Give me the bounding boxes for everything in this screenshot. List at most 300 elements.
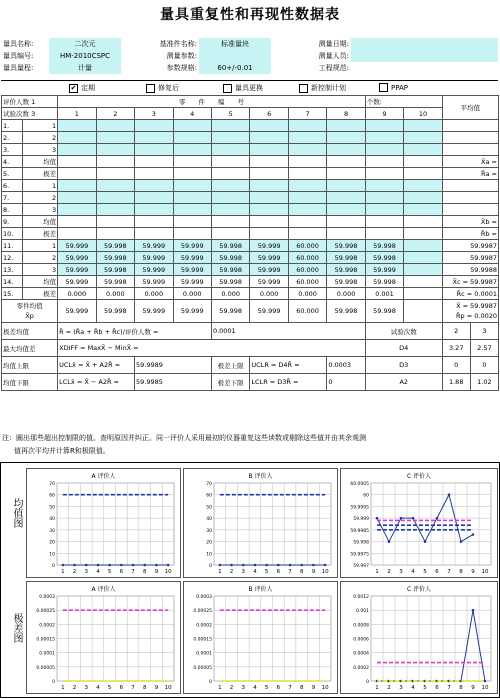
checkbox-box[interactable] [299,84,308,93]
row-label: 均值 [22,156,57,168]
data-point [219,564,222,567]
cell[interactable]: 59.998 [327,240,365,252]
cell[interactable] [288,144,326,156]
y-tick-label: 20 [49,540,55,546]
y-tick-label: 0 [209,680,212,685]
cell [135,168,173,180]
chart-panel-3 [340,468,498,578]
ucl-r-value: 0.0003 [327,357,365,374]
checkbox-1[interactable] [69,83,95,93]
y-tick-label: 20 [206,540,212,546]
cell[interactable]: 59.999 [135,240,173,252]
row-label: 2 [22,132,57,144]
cell[interactable] [250,144,288,156]
cell[interactable] [211,204,249,216]
y-tick-label: 59.998 [353,540,369,546]
ucl-x-value: 59.9989 [135,357,212,374]
cell: 0.001 [365,288,403,300]
checkbox-label: PPAP [391,83,409,92]
cell[interactable]: 59.998 [365,252,403,264]
chart-panel-5 [183,581,338,694]
row-average: R̄a = [442,168,498,180]
cell[interactable] [135,132,173,144]
cell[interactable] [250,204,288,216]
date-label: 测量日期: [318,40,349,48]
ucl-x-label: 均值上限 [2,357,58,374]
row-number: 10. [2,228,23,240]
cell[interactable]: 59.999 [58,252,96,264]
chart-title: C 评价人 [406,586,432,593]
cell[interactable]: 59.999 [250,240,288,252]
data-point [289,564,292,567]
y-tick-label: 60 [363,493,369,499]
row-number: 15. [2,288,23,300]
x-tick-label: 10 [481,569,489,575]
x-tick-label: 8 [143,569,147,575]
checkbox-2[interactable] [146,83,179,93]
cell [327,168,365,180]
cell[interactable] [58,180,96,192]
operator-label: 测量人员: [318,52,349,60]
chart-panel-2 [183,468,338,578]
table-row [2,264,499,276]
cell[interactable] [327,192,365,204]
cell[interactable] [211,132,249,144]
y-tick-label: 0.00015 [36,637,55,643]
data-point [412,517,415,520]
cell[interactable] [365,204,403,216]
x-tick-label: 6 [119,569,124,575]
cell[interactable]: 59.998 [211,264,249,276]
table-row [2,228,499,240]
x-tick-label: 2 [229,569,234,575]
cell[interactable]: 59.998 [365,240,403,252]
x-tick-label: 2 [229,685,234,691]
checkbox-box[interactable] [223,84,232,93]
cell[interactable] [173,180,211,192]
cell[interactable] [211,192,249,204]
operator-field[interactable] [351,50,498,62]
cell[interactable]: 60.000 [288,240,326,252]
cell[interactable] [250,120,288,132]
data-point [155,564,158,567]
lcl-x-label: 均值下限 [2,374,58,391]
table-row [2,144,499,156]
coef-2: 2 [442,323,470,340]
a2-2: 1.88 [442,374,470,391]
cell: 59.998 [96,276,134,288]
y-tick-label: 0.001 [356,609,369,615]
cell[interactable] [327,204,365,216]
cell[interactable] [173,120,211,132]
d4-3: 2.57 [470,340,498,357]
x-tick-label: 5 [423,685,427,691]
cell[interactable] [327,120,365,132]
data-point [108,564,111,567]
cell: 0.000 [211,288,249,300]
cell[interactable] [173,144,211,156]
x-tick-label: 4 [411,685,415,691]
checkbox-label: 定期 [81,84,95,92]
table-row [2,180,499,192]
cell[interactable] [365,192,403,204]
cell [288,168,326,180]
part-mean-cell: 59.999 [135,300,173,323]
row-label: 极差 [22,288,57,300]
cell [327,216,365,228]
y-tick-label: 59.997 [353,564,369,569]
cell[interactable] [327,132,365,144]
y-tick-label: 0.00015 [193,637,212,643]
cell[interactable] [211,180,249,192]
cell [135,228,173,240]
cell[interactable] [135,204,173,216]
cell[interactable] [135,180,173,192]
x-tick-label: 6 [119,685,124,691]
cell[interactable] [96,120,134,132]
x-tick-label: 9 [311,569,316,575]
x-tick-label: 6 [435,685,439,691]
checkbox-5[interactable] [379,83,408,92]
x-tick-label: 8 [143,685,147,691]
appraisers-count: 评价人数 1 [2,96,58,108]
cell[interactable]: 59.999 [250,252,288,264]
chart-panel-4 [26,581,181,694]
row-label: 2 [22,252,57,264]
checkbox-label: 修复后 [158,84,179,92]
cell[interactable] [173,192,211,204]
table-row [2,252,499,264]
cell[interactable] [58,120,96,132]
cell[interactable] [365,144,403,156]
cell[interactable] [404,180,442,192]
x-tick-label: 4 [96,569,100,575]
cell[interactable] [404,252,442,264]
cell: 59.998 [327,276,365,288]
y-tick-label: 0.0002 [39,623,55,629]
part-col-5: 5 [211,108,249,120]
y-tick-label: 0.0004 [353,651,369,657]
ref-part-field[interactable]: 标准量块 [199,38,271,50]
checkbox-box[interactable]: ✔ [70,83,77,92]
y-tick-label: 50 [206,505,212,511]
cell[interactable] [58,192,96,204]
coef-header: 试验次数 [365,323,442,340]
d3-label: D3 [365,357,442,374]
cell [250,216,288,228]
cell[interactable]: 59.998 [96,240,134,252]
y-tick-label: 0.0001 [39,651,55,657]
cell: 0.000 [135,288,173,300]
data-point [424,540,427,543]
spec-field[interactable]: 60+/-0.01 [199,62,271,74]
part-mean-cell: 59.998 [211,300,249,323]
cell [404,156,442,168]
part-mean-cell [404,300,442,323]
x-tick-label: 1 [375,569,379,575]
chart-title: A 评价人 [91,586,116,593]
data-point [312,564,315,567]
cell[interactable]: 59.999 [365,264,403,276]
cell[interactable] [173,132,211,144]
data-point [73,564,76,567]
x-tick-label: 9 [154,569,159,575]
standard-field[interactable] [351,62,498,74]
cell[interactable]: 59.998 [96,252,134,264]
cell[interactable] [250,180,288,192]
cell[interactable]: 60.000 [288,252,326,264]
cell[interactable] [327,144,365,156]
cell[interactable] [173,204,211,216]
d3-2: 0 [442,357,470,374]
cell[interactable] [404,144,442,156]
gauge-name-field[interactable]: 二次元 [49,38,121,50]
lcl-r-formula: LCLR = D3R̄ = [250,374,327,391]
data-point [230,564,233,567]
row-average: R̄b = [442,228,498,240]
row-label: 1 [22,180,57,192]
ucl-r-label: 极差上限 [211,357,249,374]
cell[interactable]: 59.999 [173,252,211,264]
cell[interactable] [404,132,442,144]
cell[interactable] [288,180,326,192]
cell[interactable]: 59.999 [173,240,211,252]
cell[interactable] [135,192,173,204]
cell[interactable]: 59.999 [58,240,96,252]
x-tick-label: 8 [459,569,463,575]
cell: 59.998 [365,276,403,288]
part-mean-cell: 59.999 [173,300,211,323]
x-tick-label: 5 [423,569,427,575]
row-average [442,120,498,132]
data-point [62,564,65,567]
ref-part-label: 基准件名称: [159,40,197,48]
cell [58,156,96,168]
xdiff-label: 最大均值差 [2,340,58,357]
cell[interactable] [327,180,365,192]
cell[interactable] [211,144,249,156]
cell[interactable] [365,132,403,144]
part-col-9: 9 [365,108,403,120]
cell[interactable] [250,192,288,204]
cell [173,156,211,168]
cell[interactable] [365,120,403,132]
date-field[interactable] [351,38,498,50]
y-tick-label: 70 [49,482,55,487]
y-tick-label: 60 [49,493,55,499]
chart-svg [184,582,337,693]
y-tick-label: 60 [206,493,212,499]
y-tick-label: 59.9975 [350,552,369,558]
cell[interactable]: 59.999 [173,264,211,276]
row-label: 均值 [22,216,57,228]
lcl-r-label: 极差下限 [211,374,249,391]
cell[interactable] [288,120,326,132]
cell[interactable] [96,192,134,204]
header-info [1,38,498,74]
cell [211,216,249,228]
gauge-no-field[interactable]: HM-2010CSPC [49,50,121,62]
row-average: 59.9987 [442,240,498,252]
y-tick-label: 0.0003 [39,595,55,600]
cell[interactable] [58,132,96,144]
r-avg-formula: R̄ = (R̄a + R̄b + R̄c)/评价人数 = [58,323,212,340]
cell[interactable]: 59.998 [96,264,134,276]
data-point [376,517,379,520]
cell[interactable] [211,120,249,132]
cell[interactable]: 59.999 [250,264,288,276]
x-tick-label: 9 [154,685,159,691]
cell [250,168,288,180]
part-mean-cell: 59.999 [58,300,96,323]
chart-title: B 评价人 [248,586,273,593]
cell [288,216,326,228]
cell[interactable] [365,180,403,192]
param-field[interactable] [199,50,271,62]
cell[interactable] [404,264,442,276]
cell [288,156,326,168]
part-mean-cell: 59.998 [365,300,403,323]
cell[interactable] [96,132,134,144]
cell[interactable] [58,144,96,156]
part-col-7: 7 [288,108,326,120]
row-number: 11. [2,240,23,252]
cell[interactable]: 59.999 [58,264,96,276]
count-label: 个数: [365,96,442,108]
cell[interactable] [404,240,442,252]
range-chart-row-label: 极差图 [11,613,22,643]
chart-panel-6 [340,581,498,694]
cell[interactable] [96,204,134,216]
cell[interactable]: 59.998 [327,264,365,276]
cell[interactable]: 59.999 [135,252,173,264]
x-tick-label: 1 [61,685,65,691]
data-table [1,95,499,391]
cell[interactable] [288,192,326,204]
ucl-x-formula: UCLx̄ = X̄ + A2R̄ = [58,357,135,374]
data-point [120,564,123,567]
cell[interactable] [288,132,326,144]
data-point [277,564,280,567]
chart-title: A 评价人 [91,473,116,480]
y-tick-label: 0 [52,680,55,685]
cell[interactable] [404,192,442,204]
range-field[interactable]: 计量 [49,62,121,74]
row-label: 1 [22,120,57,132]
cell[interactable] [135,120,173,132]
standard-label: 工程规范: [318,64,349,72]
y-tick-label: 40 [206,517,212,523]
cell [365,168,403,180]
checkbox-4[interactable] [299,83,346,93]
cell [96,216,134,228]
r-avg-value: 0.0001 [211,323,365,340]
cell: 0.000 [250,288,288,300]
cell[interactable] [135,144,173,156]
x-tick-label: 8 [300,569,304,575]
cell [135,216,173,228]
data-point [97,564,100,567]
page-title: 量具重复性和再现性数据表 [160,7,340,23]
y-tick-label: 0 [366,680,369,685]
data-point [300,564,303,567]
chart-svg [27,582,180,693]
y-tick-label: 60.0005 [350,482,369,487]
cell[interactable]: 59.998 [211,240,249,252]
cell[interactable]: 59.999 [135,264,173,276]
data-point [388,540,391,543]
d4-2: 3.27 [442,340,470,357]
x-tick-label: 5 [107,569,112,575]
row-number: 9. [2,216,23,228]
cell [211,156,249,168]
x-tick-label: 4 [411,569,415,575]
cell[interactable]: 59.998 [327,252,365,264]
y-tick-label: 0.00025 [36,609,55,615]
cell: 0.000 [327,288,365,300]
x-tick-label: 9 [471,569,475,575]
row-number: 13. [2,264,23,276]
cell [327,228,365,240]
row-average [442,144,498,156]
cell[interactable] [250,132,288,144]
cell[interactable] [288,204,326,216]
x-tick-label: 3 [241,569,245,575]
lcl-x-value: 59.9985 [135,374,212,391]
data-point [400,517,403,520]
data-point [324,564,327,567]
checkbox-3[interactable] [223,83,263,93]
chart-title: C 评价人 [406,473,432,480]
x-tick-label: 4 [253,685,257,691]
cell [58,228,96,240]
checkbox-box[interactable] [146,84,155,93]
cell[interactable]: 60.000 [288,264,326,276]
cell: 0.000 [58,288,96,300]
table-row [2,192,499,204]
cell: 0.000 [96,288,134,300]
cell[interactable] [58,204,96,216]
cell[interactable] [96,180,134,192]
ucl-r-formula: UCLR = D4R̄ = [250,357,327,374]
cell[interactable]: 59.998 [211,252,249,264]
chart-title: B 评价人 [248,473,273,480]
part-col-10: 10 [404,108,442,120]
row-label: 3 [22,144,57,156]
x-tick-label: 2 [72,685,77,691]
x-tick-label: 10 [321,685,329,691]
cell[interactable] [404,120,442,132]
cell: 59.999 [250,276,288,288]
d3-3: 0 [470,357,498,374]
y-tick-label: 10 [49,552,55,558]
data-point [167,564,170,567]
data-point [484,680,487,683]
cell[interactable] [96,144,134,156]
cell: 59.999 [135,276,173,288]
chart-svg [341,582,497,693]
checkbox-box[interactable] [379,83,388,92]
cell [96,228,134,240]
chart-svg [184,469,337,577]
x-tick-label: 7 [447,685,451,691]
cell[interactable] [404,204,442,216]
d4-label: D4 [365,340,442,357]
row-average: X̄c = 59.9987 [442,276,498,288]
chart-panel-1 [26,468,181,578]
note-line-1: 注：圈出那些超出控制限的值。查明原因并纠正。同一评价人采用最初的仪器重复这些读数或剔除这些值并由其余观测 [2,434,366,442]
control-charts [0,462,500,698]
